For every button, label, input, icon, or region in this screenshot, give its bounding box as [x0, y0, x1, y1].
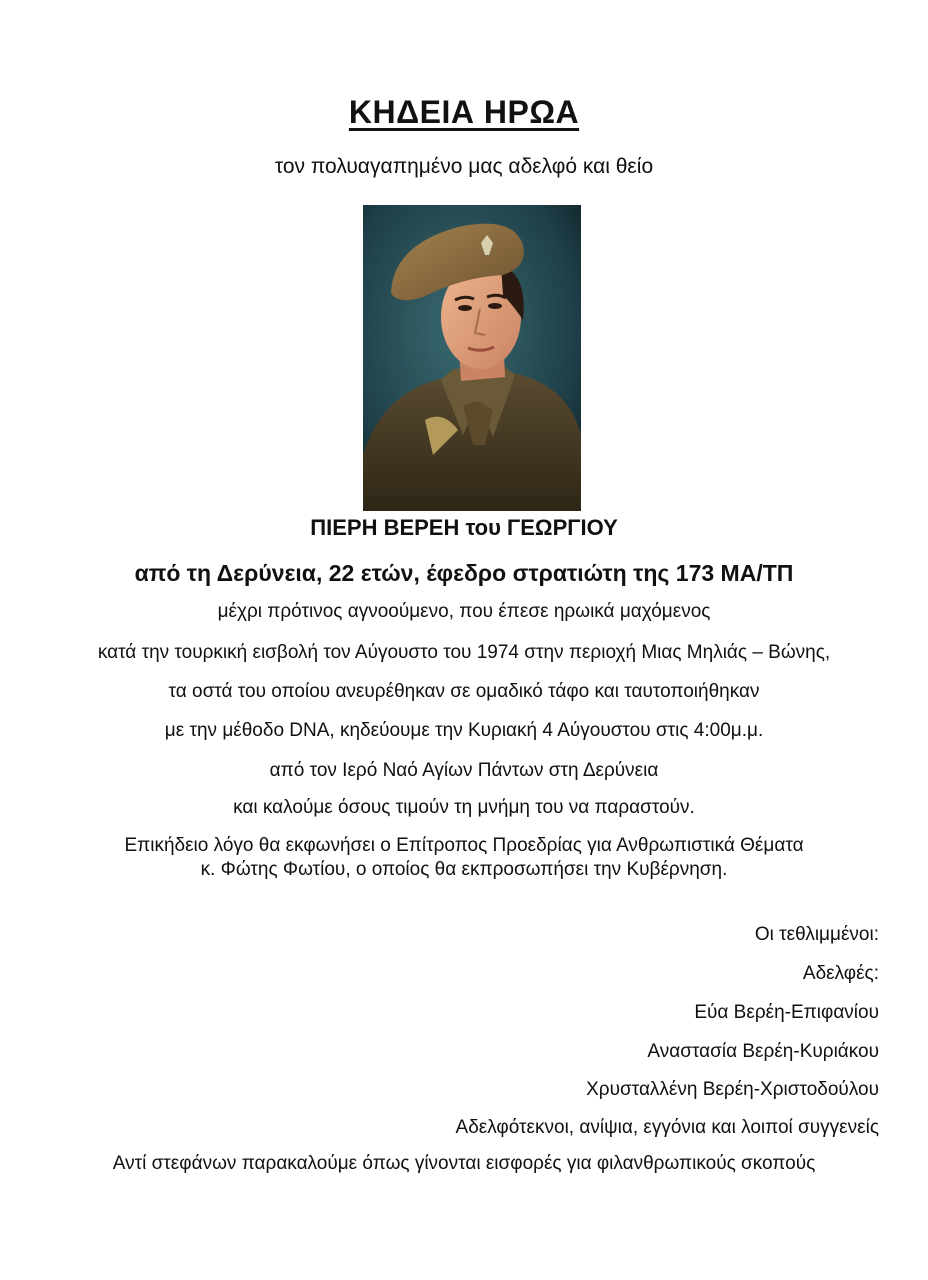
notice-subtitle: τον πολυαγαπημένο μας αδελφό και θείο	[274, 155, 654, 178]
body-line: από τον Ιερό Ναό Αγίων Πάντων στη Δερύνεια	[269, 760, 659, 781]
mourners-heading: Οι τεθλιμμένοι:	[754, 924, 879, 945]
body-line: και καλούμε όσους τιμούν τη μνήμη του να παραστούν.	[233, 797, 695, 818]
notice-title: ΚΗΔΕΙΑ ΗΡΩΑ	[348, 94, 580, 130]
body-line: με την μέθοδο DNA, κηδεύουμε την Κυριακή 4 Αύγουστου στις 4:00μ.μ.	[164, 720, 764, 741]
sister-name: Αναστασία Βερέη-Κυριάκου	[647, 1041, 879, 1062]
body-line: τα οστά του οποίου ανευρέθηκαν σε ομαδικό τάφο και ταυτοποιήθηκαν	[168, 681, 760, 702]
eulogy-line: κ. Φώτης Φωτίου, ο οποίος θα εκπροσωπήσει την Κυβέρνηση.	[200, 859, 728, 880]
body-line: κατά την τουρκική εισβολή τον Αύγουστο του 1974 στην περιοχή Μιας Μηλιάς – Βώνης,	[97, 642, 831, 663]
soldier-portrait-photo	[363, 205, 581, 511]
deceased-origin: από τη Δερύνεια, 22 ετών, έφεδρο στρατιώτη της 173 ΜΑ/ΤΠ	[134, 560, 794, 586]
deceased-name: ΠΙΕΡΗ ΒΕΡΕΗ του ΓΕΩΡΓΙΟΥ	[310, 515, 618, 540]
body-line: μέχρι πρότινος αγνοούμενο, που έπεσε ηρωικά μαχόμενος	[217, 601, 711, 622]
sisters-label: Αδελφές:	[802, 963, 879, 984]
closing-line: Αντί στεφάνων παρακαλούμε όπως γίνονται εισφορές για φιλανθρωπικούς σκοπούς	[112, 1153, 816, 1174]
sister-name: Εύα Βερέη-Επιφανίου	[694, 1002, 879, 1023]
relatives-line: Αδελφότεκνοι, ανίψια, εγγόνια και λοιποί συγγενείς	[455, 1117, 879, 1138]
eulogy-line: Επικήδειο λόγο θα εκφωνήσει ο Επίτροπος Προεδρίας για Ανθρωπιστικά Θέματα	[124, 835, 804, 856]
sister-name: Χρυσταλλένη Βερέη-Χριστοδούλου	[586, 1079, 879, 1100]
